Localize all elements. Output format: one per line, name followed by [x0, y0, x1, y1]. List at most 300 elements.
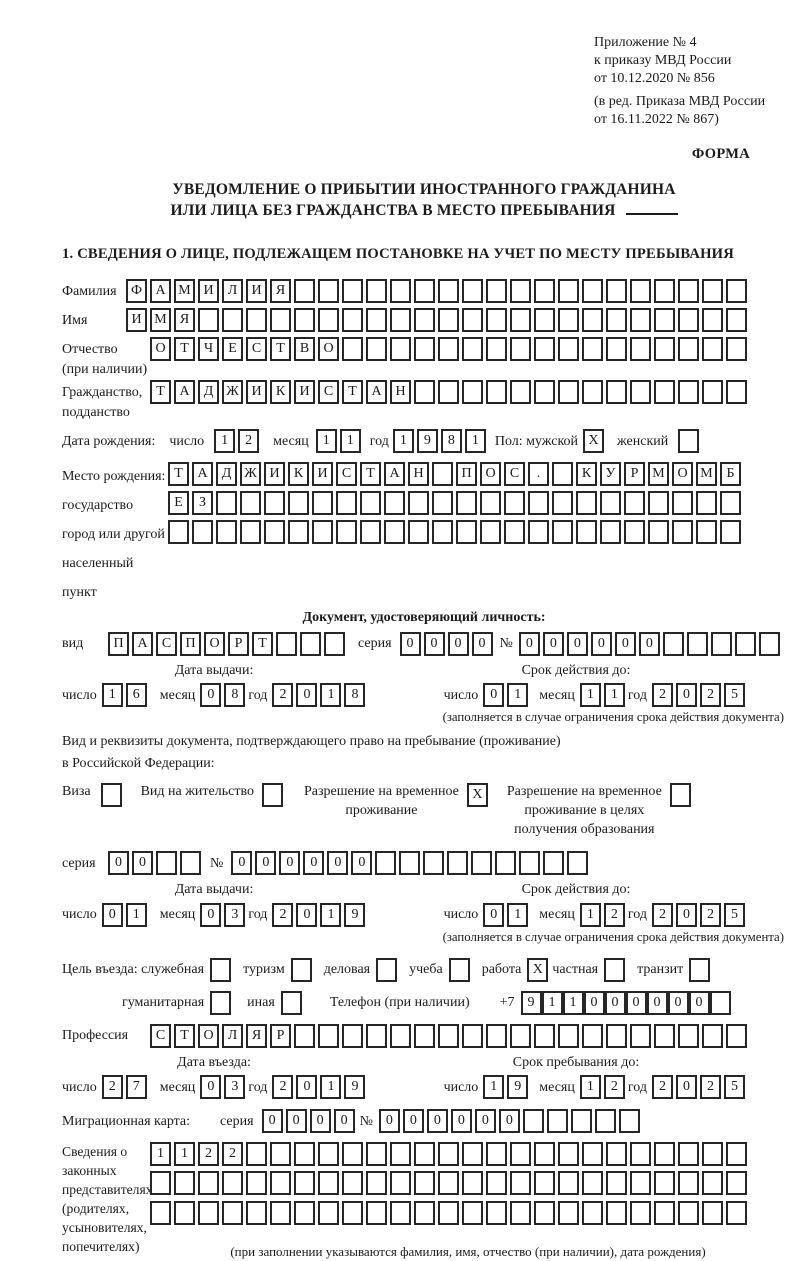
char-cell[interactable]	[678, 1201, 699, 1225]
char-cell[interactable]: 0	[639, 632, 660, 656]
char-cell[interactable]	[582, 1142, 603, 1166]
char-cell[interactable]	[567, 851, 588, 875]
char-cell[interactable]	[432, 520, 453, 544]
char-cell[interactable]	[528, 520, 549, 544]
char-cell[interactable]: 0	[102, 903, 123, 927]
char-cell[interactable]	[288, 491, 309, 515]
char-cell[interactable]	[600, 520, 621, 544]
char-cell[interactable]: 0	[296, 683, 317, 707]
char-cell[interactable]	[528, 491, 549, 515]
char-cell[interactable]	[300, 632, 321, 656]
char-cell[interactable]: 0	[279, 851, 300, 875]
char-cell[interactable]: А	[150, 279, 171, 303]
char-cell[interactable]	[678, 429, 699, 453]
char-cell[interactable]	[375, 851, 396, 875]
char-cell[interactable]: С	[504, 462, 525, 486]
char-cell[interactable]: О	[480, 462, 501, 486]
char-cell[interactable]: 0	[200, 1075, 221, 1099]
char-cell[interactable]	[552, 491, 573, 515]
char-cell[interactable]	[462, 1171, 483, 1195]
char-cell[interactable]: Н	[408, 462, 429, 486]
char-cell[interactable]	[336, 520, 357, 544]
char-cell[interactable]: 2	[652, 1075, 673, 1099]
char-cell[interactable]	[702, 1142, 723, 1166]
char-cell[interactable]	[534, 1142, 555, 1166]
char-cell[interactable]: Я	[270, 279, 291, 303]
char-cell[interactable]	[246, 1201, 267, 1225]
char-cell[interactable]: Л	[222, 279, 243, 303]
char-cell[interactable]: Я	[246, 1024, 267, 1048]
char-cell[interactable]: П	[456, 462, 477, 486]
char-cell[interactable]: 0	[351, 851, 372, 875]
char-cell[interactable]: 0	[451, 1109, 472, 1133]
char-cell[interactable]: 1	[150, 1142, 171, 1166]
char-cell[interactable]	[294, 1142, 315, 1166]
char-cell[interactable]	[582, 1171, 603, 1195]
char-cell[interactable]: 0	[689, 991, 710, 1015]
char-cell[interactable]	[414, 279, 435, 303]
char-cell[interactable]: 1	[320, 903, 341, 927]
char-cell[interactable]	[408, 520, 429, 544]
char-cell[interactable]	[414, 1171, 435, 1195]
char-cell[interactable]	[216, 491, 237, 515]
char-cell[interactable]	[726, 1171, 747, 1195]
char-cell[interactable]	[710, 991, 731, 1015]
char-cell[interactable]	[390, 1142, 411, 1166]
char-cell[interactable]	[318, 308, 339, 332]
char-cell[interactable]: 1	[563, 991, 584, 1015]
rvp-education-checkbox[interactable]	[662, 782, 694, 807]
char-cell[interactable]	[291, 958, 312, 982]
char-cell[interactable]	[366, 1171, 387, 1195]
char-cell[interactable]	[342, 279, 363, 303]
purpose-tourism-checkbox[interactable]	[291, 958, 312, 982]
char-cell[interactable]	[510, 1024, 531, 1048]
char-cell[interactable]	[264, 491, 285, 515]
char-cell[interactable]	[702, 380, 723, 404]
char-cell[interactable]	[270, 1201, 291, 1225]
char-cell[interactable]: С	[156, 632, 177, 656]
char-cell[interactable]: 0	[286, 1109, 307, 1133]
char-cell[interactable]: Ж	[240, 462, 261, 486]
char-cell[interactable]: 0	[519, 632, 540, 656]
char-cell[interactable]	[222, 1201, 243, 1225]
char-cell[interactable]	[558, 380, 579, 404]
char-cell[interactable]	[462, 1142, 483, 1166]
char-cell[interactable]	[486, 337, 507, 361]
char-cell[interactable]	[294, 1201, 315, 1225]
char-cell[interactable]	[366, 337, 387, 361]
purpose-transit-checkbox[interactable]	[689, 958, 710, 982]
char-cell[interactable]	[630, 1171, 651, 1195]
char-cell[interactable]: 0	[626, 991, 647, 1015]
char-cell[interactable]: 1	[174, 1142, 195, 1166]
char-cell[interactable]	[534, 1024, 555, 1048]
char-cell[interactable]	[582, 1201, 603, 1225]
char-cell[interactable]: 0	[676, 683, 697, 707]
char-cell[interactable]: 1	[126, 903, 147, 927]
char-cell[interactable]: М	[648, 462, 669, 486]
char-cell[interactable]	[630, 1024, 651, 1048]
char-cell[interactable]	[462, 308, 483, 332]
char-cell[interactable]	[687, 632, 708, 656]
char-cell[interactable]	[606, 1171, 627, 1195]
char-cell[interactable]	[510, 337, 531, 361]
char-cell[interactable]: С	[246, 337, 267, 361]
char-cell[interactable]: Р	[270, 1024, 291, 1048]
char-cell[interactable]	[552, 520, 573, 544]
char-cell[interactable]	[318, 279, 339, 303]
char-cell[interactable]: К	[270, 380, 291, 404]
char-cell[interactable]: О	[198, 1024, 219, 1048]
char-cell[interactable]: 3	[224, 903, 245, 927]
char-cell[interactable]: 0	[334, 1109, 355, 1133]
char-cell[interactable]	[384, 520, 405, 544]
char-cell[interactable]	[462, 1201, 483, 1225]
char-cell[interactable]: 1	[580, 903, 601, 927]
char-cell[interactable]	[281, 991, 302, 1015]
char-cell[interactable]	[510, 1142, 531, 1166]
char-cell[interactable]: 0	[591, 632, 612, 656]
char-cell[interactable]	[678, 1171, 699, 1195]
char-cell[interactable]	[547, 1109, 568, 1133]
char-cell[interactable]	[438, 1171, 459, 1195]
char-cell[interactable]	[486, 380, 507, 404]
char-cell[interactable]	[342, 1171, 363, 1195]
char-cell[interactable]	[414, 1201, 435, 1225]
char-cell[interactable]	[480, 491, 501, 515]
char-cell[interactable]: 1	[580, 1075, 601, 1099]
char-cell[interactable]: 8	[344, 683, 365, 707]
char-cell[interactable]: 2	[652, 903, 673, 927]
char-cell[interactable]: А	[366, 380, 387, 404]
char-cell[interactable]	[582, 308, 603, 332]
char-cell[interactable]	[390, 308, 411, 332]
char-cell[interactable]	[294, 308, 315, 332]
char-cell[interactable]	[678, 1024, 699, 1048]
char-cell[interactable]	[294, 279, 315, 303]
char-cell[interactable]: 1	[507, 683, 528, 707]
char-cell[interactable]	[726, 380, 747, 404]
char-cell[interactable]	[150, 1201, 171, 1225]
char-cell[interactable]	[534, 308, 555, 332]
char-cell[interactable]: 0	[262, 1109, 283, 1133]
char-cell[interactable]	[447, 851, 468, 875]
char-cell[interactable]: 0	[303, 851, 324, 875]
char-cell[interactable]	[192, 520, 213, 544]
char-cell[interactable]	[366, 308, 387, 332]
char-cell[interactable]	[390, 1024, 411, 1048]
char-cell[interactable]: 0	[424, 632, 445, 656]
char-cell[interactable]	[318, 1024, 339, 1048]
char-cell[interactable]	[726, 337, 747, 361]
char-cell[interactable]	[726, 1201, 747, 1225]
char-cell[interactable]	[582, 1024, 603, 1048]
char-cell[interactable]	[510, 308, 531, 332]
char-cell[interactable]: З	[192, 491, 213, 515]
char-cell[interactable]: И	[294, 380, 315, 404]
char-cell[interactable]: 0	[668, 991, 689, 1015]
char-cell[interactable]	[312, 491, 333, 515]
char-cell[interactable]	[486, 1024, 507, 1048]
char-cell[interactable]	[222, 308, 243, 332]
char-cell[interactable]	[240, 491, 261, 515]
char-cell[interactable]: 2	[272, 683, 293, 707]
char-cell[interactable]	[480, 520, 501, 544]
char-cell[interactable]	[582, 279, 603, 303]
char-cell[interactable]	[462, 380, 483, 404]
char-cell[interactable]	[294, 1024, 315, 1048]
char-cell[interactable]: 0	[108, 851, 129, 875]
char-cell[interactable]	[276, 632, 297, 656]
char-cell[interactable]: К	[576, 462, 597, 486]
char-cell[interactable]	[423, 851, 444, 875]
char-cell[interactable]: 1	[507, 903, 528, 927]
sex-male-checkbox[interactable]	[583, 429, 607, 453]
char-cell[interactable]: 2	[198, 1142, 219, 1166]
char-cell[interactable]	[558, 308, 579, 332]
char-cell[interactable]	[198, 1171, 219, 1195]
char-cell[interactable]	[702, 337, 723, 361]
char-cell[interactable]: 0	[499, 1109, 520, 1133]
char-cell[interactable]	[663, 632, 684, 656]
char-cell[interactable]	[510, 380, 531, 404]
char-cell[interactable]: И	[264, 462, 285, 486]
char-cell[interactable]	[678, 308, 699, 332]
char-cell[interactable]	[366, 1142, 387, 1166]
char-cell[interactable]	[702, 308, 723, 332]
char-cell[interactable]: М	[174, 279, 195, 303]
char-cell[interactable]	[654, 1024, 675, 1048]
char-cell[interactable]: О	[318, 337, 339, 361]
char-cell[interactable]	[342, 308, 363, 332]
char-cell[interactable]: Д	[198, 380, 219, 404]
char-cell[interactable]	[672, 520, 693, 544]
char-cell[interactable]	[246, 308, 267, 332]
char-cell[interactable]	[696, 491, 717, 515]
char-cell[interactable]	[486, 1171, 507, 1195]
char-cell[interactable]	[523, 1109, 544, 1133]
char-cell[interactable]: 1	[604, 683, 625, 707]
char-cell[interactable]: 2	[272, 903, 293, 927]
sex-female-checkbox[interactable]	[678, 429, 702, 453]
char-cell[interactable]	[726, 1024, 747, 1048]
char-cell[interactable]: 0	[427, 1109, 448, 1133]
char-cell[interactable]	[240, 520, 261, 544]
char-cell[interactable]	[408, 491, 429, 515]
char-cell[interactable]	[534, 1171, 555, 1195]
char-cell[interactable]	[342, 1024, 363, 1048]
char-cell[interactable]: 1	[465, 429, 486, 453]
char-cell[interactable]: И	[246, 279, 267, 303]
char-cell[interactable]: 0	[483, 903, 504, 927]
char-cell[interactable]	[198, 1201, 219, 1225]
char-cell[interactable]: Т	[150, 380, 171, 404]
char-cell[interactable]	[198, 308, 219, 332]
char-cell[interactable]	[689, 958, 710, 982]
char-cell[interactable]	[294, 1171, 315, 1195]
char-cell[interactable]	[390, 1201, 411, 1225]
char-cell[interactable]: X	[583, 429, 604, 453]
char-cell[interactable]: 5	[724, 683, 745, 707]
char-cell[interactable]	[342, 1142, 363, 1166]
char-cell[interactable]	[462, 279, 483, 303]
char-cell[interactable]	[534, 279, 555, 303]
char-cell[interactable]	[726, 279, 747, 303]
char-cell[interactable]: 2	[604, 1075, 625, 1099]
char-cell[interactable]	[558, 279, 579, 303]
char-cell[interactable]	[438, 337, 459, 361]
char-cell[interactable]: 0	[584, 991, 605, 1015]
char-cell[interactable]: 2	[700, 903, 721, 927]
char-cell[interactable]	[534, 1201, 555, 1225]
char-cell[interactable]	[438, 279, 459, 303]
char-cell[interactable]	[414, 337, 435, 361]
char-cell[interactable]: 9	[344, 903, 365, 927]
char-cell[interactable]	[438, 1024, 459, 1048]
char-cell[interactable]: О	[150, 337, 171, 361]
char-cell[interactable]: 1	[393, 429, 414, 453]
purpose-study-checkbox[interactable]	[449, 958, 470, 982]
char-cell[interactable]: 1	[320, 683, 341, 707]
char-cell[interactable]	[606, 279, 627, 303]
char-cell[interactable]	[696, 520, 717, 544]
char-cell[interactable]: В	[294, 337, 315, 361]
char-cell[interactable]: 2	[238, 429, 259, 453]
char-cell[interactable]: 6	[126, 683, 147, 707]
char-cell[interactable]	[606, 1201, 627, 1225]
char-cell[interactable]	[654, 1171, 675, 1195]
char-cell[interactable]	[648, 520, 669, 544]
char-cell[interactable]	[670, 783, 691, 807]
char-cell[interactable]: 7	[126, 1075, 147, 1099]
char-cell[interactable]: .	[528, 462, 549, 486]
char-cell[interactable]: Т	[342, 380, 363, 404]
char-cell[interactable]	[262, 783, 283, 807]
char-cell[interactable]: О	[204, 632, 225, 656]
char-cell[interactable]	[654, 279, 675, 303]
char-cell[interactable]	[720, 491, 741, 515]
char-cell[interactable]	[180, 851, 201, 875]
char-cell[interactable]	[654, 308, 675, 332]
char-cell[interactable]	[288, 520, 309, 544]
char-cell[interactable]: Т	[360, 462, 381, 486]
char-cell[interactable]: 5	[724, 903, 745, 927]
char-cell[interactable]	[449, 958, 470, 982]
char-cell[interactable]: М	[696, 462, 717, 486]
char-cell[interactable]: 1	[320, 1075, 341, 1099]
char-cell[interactable]	[726, 308, 747, 332]
char-cell[interactable]	[471, 851, 492, 875]
char-cell[interactable]	[390, 337, 411, 361]
purpose-private-checkbox[interactable]	[604, 958, 625, 982]
char-cell[interactable]: 0	[475, 1109, 496, 1133]
char-cell[interactable]	[486, 1142, 507, 1166]
char-cell[interactable]	[264, 520, 285, 544]
char-cell[interactable]: 2	[222, 1142, 243, 1166]
char-cell[interactable]	[606, 308, 627, 332]
char-cell[interactable]	[678, 380, 699, 404]
char-cell[interactable]: Н	[390, 380, 411, 404]
char-cell[interactable]	[558, 1024, 579, 1048]
char-cell[interactable]: Т	[174, 1024, 195, 1048]
char-cell[interactable]	[376, 958, 397, 982]
char-cell[interactable]	[630, 337, 651, 361]
char-cell[interactable]	[486, 279, 507, 303]
char-cell[interactable]: У	[600, 462, 621, 486]
char-cell[interactable]: 3	[224, 1075, 245, 1099]
char-cell[interactable]: А	[132, 632, 153, 656]
char-cell[interactable]	[624, 491, 645, 515]
char-cell[interactable]: 0	[676, 903, 697, 927]
char-cell[interactable]	[576, 520, 597, 544]
char-cell[interactable]: 0	[327, 851, 348, 875]
char-cell[interactable]	[654, 337, 675, 361]
char-cell[interactable]	[630, 1142, 651, 1166]
char-cell[interactable]: 0	[605, 991, 626, 1015]
char-cell[interactable]	[495, 851, 516, 875]
char-cell[interactable]	[619, 1109, 640, 1133]
char-cell[interactable]	[606, 380, 627, 404]
char-cell[interactable]: 0	[255, 851, 276, 875]
char-cell[interactable]: Б	[720, 462, 741, 486]
char-cell[interactable]: А	[192, 462, 213, 486]
char-cell[interactable]	[654, 1142, 675, 1166]
char-cell[interactable]	[390, 1171, 411, 1195]
char-cell[interactable]: Е	[222, 337, 243, 361]
char-cell[interactable]	[486, 308, 507, 332]
char-cell[interactable]: А	[384, 462, 405, 486]
char-cell[interactable]	[558, 1171, 579, 1195]
char-cell[interactable]	[606, 1142, 627, 1166]
char-cell[interactable]	[318, 1171, 339, 1195]
char-cell[interactable]: 0	[567, 632, 588, 656]
char-cell[interactable]	[510, 1201, 531, 1225]
char-cell[interactable]: 8	[441, 429, 462, 453]
char-cell[interactable]	[384, 491, 405, 515]
char-cell[interactable]	[414, 308, 435, 332]
char-cell[interactable]	[270, 1171, 291, 1195]
char-cell[interactable]: 1	[340, 429, 361, 453]
char-cell[interactable]	[216, 520, 237, 544]
char-cell[interactable]	[318, 1201, 339, 1225]
char-cell[interactable]: 0	[543, 632, 564, 656]
char-cell[interactable]	[543, 851, 564, 875]
char-cell[interactable]	[438, 1201, 459, 1225]
char-cell[interactable]	[462, 337, 483, 361]
char-cell[interactable]	[174, 1201, 195, 1225]
char-cell[interactable]: 0	[400, 632, 421, 656]
rvp-checkbox[interactable]	[459, 782, 491, 807]
char-cell[interactable]: Т	[168, 462, 189, 486]
char-cell[interactable]	[336, 491, 357, 515]
char-cell[interactable]	[678, 279, 699, 303]
char-cell[interactable]	[210, 958, 231, 982]
char-cell[interactable]	[654, 380, 675, 404]
char-cell[interactable]: 0	[472, 632, 493, 656]
char-cell[interactable]	[595, 1109, 616, 1133]
purpose-humanitarian-checkbox[interactable]	[210, 991, 231, 1015]
char-cell[interactable]	[270, 1142, 291, 1166]
char-cell[interactable]	[576, 491, 597, 515]
char-cell[interactable]: 1	[483, 1075, 504, 1099]
char-cell[interactable]	[552, 462, 573, 486]
char-cell[interactable]: 2	[272, 1075, 293, 1099]
char-cell[interactable]	[366, 1024, 387, 1048]
char-cell[interactable]: 0	[132, 851, 153, 875]
char-cell[interactable]: 9	[521, 991, 542, 1015]
char-cell[interactable]	[630, 308, 651, 332]
